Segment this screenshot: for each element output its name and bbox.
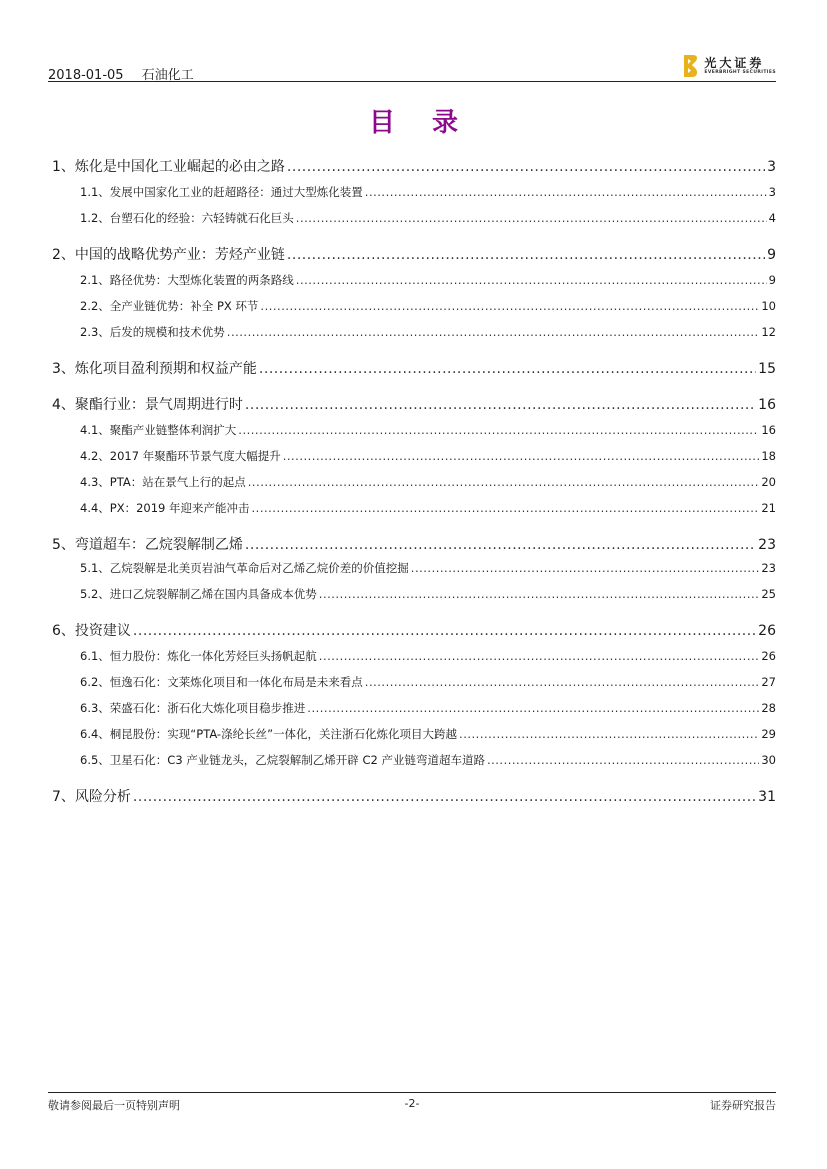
company-logo	[683, 52, 776, 80]
toc-entry-number: 5、	[52, 537, 75, 553]
toc-entry-page: 28	[761, 701, 776, 715]
report-date: 2018-01-05	[48, 68, 124, 83]
toc-entry-number: 3、	[52, 361, 75, 377]
toc-entry-label: 全产业链优势：补全 PX 环节	[109, 299, 259, 313]
toc-entry-number: 4.1、	[80, 423, 110, 437]
toc-leader-dots	[133, 789, 756, 805]
toc-leader-dots	[296, 273, 767, 287]
toc-entry-number: 6.3、	[80, 701, 110, 715]
toc-leader-dots	[245, 397, 756, 413]
toc-leader-dots	[411, 561, 760, 575]
toc-entry-page: 10	[761, 299, 776, 313]
toc-entry-label: 聚酯产业链整体利润扩大	[109, 423, 237, 437]
toc-entry-label: 炼化是中国化工业崛起的必由之路	[74, 159, 285, 175]
toc-entry-label: PTA：站在景气上行的起点	[109, 475, 246, 489]
toc-entry-page: 18	[761, 449, 776, 463]
toc-leader-dots	[287, 159, 765, 175]
toc-entry-number: 2.3、	[80, 325, 110, 339]
toc-entry[interactable]	[52, 700, 776, 716]
toc-leader-dots	[283, 449, 760, 463]
toc-entry-label: 乙烷裂解是北美页岩油气革命后对乙烯乙烷价差的价值挖掘	[109, 561, 409, 575]
toc-entry[interactable]	[52, 560, 776, 576]
toc-entry[interactable]	[52, 298, 776, 314]
footer-disclaimer: 敬请参阅最后一页特别声明	[48, 1099, 180, 1112]
toc-entry-label: PX：2019 年迎来产能冲击	[109, 501, 250, 515]
toc-entry-number: 4.3、	[80, 475, 110, 489]
toc-entry[interactable]	[52, 324, 776, 340]
toc-entry[interactable]	[52, 448, 776, 464]
toc-leader-dots	[296, 211, 767, 225]
toc-entry-page: 3	[768, 185, 776, 199]
toc-entry-label: 恒力股份：炼化一体化芳烃巨头扬帆起航	[109, 649, 317, 663]
toc-entry[interactable]	[52, 786, 776, 806]
footer-report-type: 证券研究报告	[710, 1099, 776, 1112]
toc-entry[interactable]	[52, 586, 776, 602]
toc-entry-number: 6.1、	[80, 649, 110, 663]
logo-chinese-name: 光大证券	[704, 56, 765, 70]
toc-entry-number: 7、	[52, 789, 75, 805]
toc-entry[interactable]	[52, 726, 776, 742]
toc-entry-label: 2017 年聚酯环节景气度大幅提升	[109, 449, 281, 463]
toc-leader-dots	[319, 587, 760, 601]
toc-entry-number: 4、	[52, 397, 75, 413]
toc-entry-page: 21	[761, 501, 776, 515]
toc-leader-dots	[487, 753, 759, 767]
toc-entry-page: 23	[758, 537, 776, 553]
toc-entry-number: 6.2、	[80, 675, 110, 689]
toc-entry-label: 炼化项目盈利预期和权益产能	[74, 361, 257, 377]
toc-entry-page: 26	[758, 623, 776, 639]
toc-entry[interactable]	[52, 620, 776, 640]
toc-title: 目 录	[368, 108, 473, 138]
toc-entry-number: 6.5、	[80, 753, 110, 767]
toc-entry-number: 5.2、	[80, 587, 110, 601]
toc-leader-dots	[227, 325, 760, 339]
everbright-logo-icon	[683, 54, 699, 78]
toc-entry-label: 进口乙烷裂解制乙烯在国内具备成本优势	[109, 587, 317, 601]
toc-entry-page: 31	[758, 789, 776, 805]
toc-entry-label: 后发的规模和技术优势	[109, 325, 225, 339]
toc-leader-dots	[259, 361, 756, 377]
toc-entry-label: 弯道超车：乙烷裂解制乙烯	[74, 537, 243, 553]
toc-entry[interactable]	[52, 648, 776, 664]
toc-entry-number: 6.4、	[80, 727, 110, 741]
toc-entry[interactable]	[52, 210, 776, 226]
toc-entry-number: 4.4、	[80, 501, 110, 515]
toc-leader-dots	[319, 649, 760, 663]
toc-leader-dots	[365, 185, 767, 199]
toc-entry-number: 2.2、	[80, 299, 110, 313]
toc-entry-page: 29	[761, 727, 776, 741]
toc-entry[interactable]	[52, 500, 776, 516]
toc-leader-dots	[248, 475, 760, 489]
logo-english-name: EVERBRIGHT SECURITIES	[704, 70, 776, 75]
toc-leader-dots	[287, 247, 765, 263]
toc-entry-label: 投资建议	[74, 623, 131, 639]
toc-entry-label: 桐昆股份：实现“PTA-涤纶长丝”一体化，关注浙石化炼化项目大跨越	[109, 727, 458, 741]
toc-entry[interactable]	[52, 534, 776, 554]
toc-entry-page: 3	[767, 159, 776, 175]
toc-entry-number: 2.1、	[80, 273, 110, 287]
toc-entry-page: 16	[758, 397, 776, 413]
toc-leader-dots	[459, 727, 759, 741]
toc-entry-page: 26	[761, 649, 776, 663]
toc-entry-number: 6、	[52, 623, 75, 639]
toc-entry-number: 1.2、	[80, 211, 110, 225]
toc-leader-dots	[307, 701, 759, 715]
toc-entry-number: 4.2、	[80, 449, 110, 463]
toc-entry-number: 2、	[52, 247, 75, 263]
toc-entry-page: 23	[761, 561, 776, 575]
footer-page-number: -2-	[404, 1097, 420, 1110]
toc-entry-label: 风险分析	[74, 789, 131, 805]
toc-entry-number: 1.1、	[80, 185, 110, 199]
toc-entry-page: 20	[761, 475, 776, 489]
toc-entry-number: 5.1、	[80, 561, 110, 575]
report-sector: 石油化工	[141, 68, 194, 83]
toc-entry[interactable]	[52, 156, 776, 176]
toc-entry-page: 15	[758, 361, 776, 377]
toc-entry-label: 发展中国家化工业的赶超路径：通过大型炼化装置	[109, 185, 363, 199]
toc-entry-page: 4	[768, 211, 776, 225]
toc-entry-label: 中国的战略优势产业：芳烃产业链	[74, 247, 285, 263]
toc-leader-dots	[365, 675, 760, 689]
toc-leader-dots	[238, 423, 759, 437]
toc-entry-label: 卫星石化：C3 产业链龙头，乙烷裂解制乙烯开辟 C2 产业链弯道超车道路	[109, 753, 485, 767]
toc-leader-dots	[133, 623, 756, 639]
toc-entry[interactable]	[52, 752, 776, 768]
toc-entry[interactable]	[52, 184, 776, 200]
toc-entry-label: 恒逸石化：文莱炼化项目和一体化布局是未来看点	[109, 675, 363, 689]
toc-entry-page: 25	[761, 587, 776, 601]
toc-leader-dots	[245, 537, 756, 553]
toc-entry-page: 16	[761, 423, 776, 437]
toc-entry[interactable]	[52, 474, 776, 490]
toc-entry-page: 12	[761, 325, 776, 339]
page-header	[48, 52, 776, 82]
header-divider	[48, 81, 776, 82]
toc-entry-page: 9	[767, 247, 776, 263]
toc-entry[interactable]	[52, 358, 776, 378]
toc-entry-label: 路径优势：大型炼化装置的两条路线	[109, 273, 294, 287]
toc-leader-dots	[260, 299, 759, 313]
toc-entry[interactable]	[52, 422, 776, 438]
toc-entry-number: 1、	[52, 159, 75, 175]
toc-entry[interactable]	[52, 394, 776, 414]
toc-entry-page: 9	[768, 273, 776, 287]
toc-entry-page: 30	[761, 753, 776, 767]
toc-entry-label: 荣盛石化：浙石化大炼化项目稳步推进	[109, 701, 306, 715]
toc-entry[interactable]	[52, 272, 776, 288]
toc-entry-label: 台塑石化的经验：六轻铸就石化巨头	[109, 211, 294, 225]
toc-leader-dots	[252, 501, 760, 515]
toc-entry-page: 27	[761, 675, 776, 689]
footer-divider	[48, 1092, 776, 1093]
toc-entry[interactable]	[52, 674, 776, 690]
toc-entry-label: 聚酯行业：景气周期进行时	[74, 397, 243, 413]
toc-entry[interactable]	[52, 244, 776, 264]
